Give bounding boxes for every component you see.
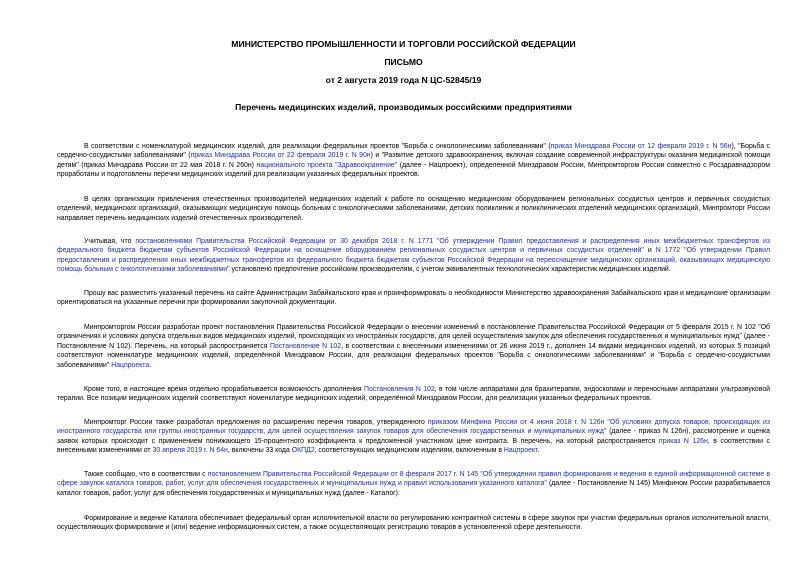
paragraph-text: , в соответствии с внесенными изменениями от	[57, 437, 770, 455]
paragraph-text: .	[537, 447, 540, 455]
paragraph-text: Также сообщаю, что в соответствии с	[84, 471, 208, 478]
paragraph-text: Минпромторгом России разработан проект постановления Правительства Российской Федерации о внесении изменений в постановление Правительства Российской Федерации от 5 февраля 2015 г. N 102 "Об ограничениях и условиях допуска отдельных видов медицинских изделий, происходящих из иностранных государств, для целей осуществления закупок для обеспечения государственных и муниципальных нужд" (далее - Постановление N 102). Перечень, на который распространяется	[57, 324, 770, 350]
document-link[interactable]: ОКПД2	[291, 447, 315, 455]
paragraph-text: Кроме того, в настоящее время отдельно прорабатывается возможность дополнения	[84, 386, 364, 393]
paragraph-text: (далее - приказ N 126н), рассмотрение и оценка заявок которых происходит с применением понижающего 15-процентного коэффициента к предложенной участником цене контракта. В перечень, на который распространяется	[57, 428, 770, 445]
document-link[interactable]: постановлением Правительства Российской Федерации от 8 февраля 2017 г. N 145 "Об утверждении правил формирования и ведения в единой информационной системе в сфере закупок каталога товаров, работ, услуг для обеспечения государственных и муниципальных нужд и правил использования указанного каталога"	[57, 471, 770, 488]
document-link[interactable]: национального проекта "Здравоохранение"	[256, 161, 398, 169]
paragraph-text: Формирование и ведение Каталога обеспечивает федеральный орган исполнительной власти по регулированию контрактной системы в сфере закупок при участии федеральных органов исполнительной власти, осуществляющих формирование и (или) ведение информационных систем, а также осуществляющих регистрацию товаров в установленной сфере деятельности.	[57, 515, 770, 532]
document-link[interactable]: Постановления N 102	[364, 386, 435, 393]
paragraph-7	[57, 418, 770, 456]
paragraph-text: Прошу вас разместить указанный перечень на сайте Администрации Забайкальского края и проинформировать о необходимости Министерство здравоохранения Забайкальского края и медицинские организации ориентироваться на указанные перечни при формировании закупочной документации.	[57, 290, 770, 307]
document-subject: Перечень медицинских изделий, производимых российскими предприятиями	[235, 102, 572, 112]
document-type: ПИСЬМО	[384, 57, 423, 67]
document-link[interactable]: приказ Минздрава России от 22 февраля 2019 г. N 90н	[190, 152, 371, 160]
paragraph-text: Минпромторг России также разработал предложения по расширению перечня товаров, утвержденного	[84, 419, 428, 426]
ministry-title: МИНИСТЕРСТВО ПРОМЫШЛЕННОСТИ И ТОРГОВЛИ РОССИЙСКОЙ ФЕДЕРАЦИИ	[231, 39, 576, 49]
paragraph-text: (далее - Нацпроект), определенной Минздравом России, Минпромторгом России совместно с Росздравнадзором проработаны и подготовлены перечни медицинских изделий для реализации указанных федеральных проектов.	[57, 161, 770, 179]
paragraph-1	[57, 142, 770, 180]
paragraph-text: ), "Борьба с сердечно-сосудистыми заболеваниями" (	[57, 143, 770, 160]
document-link[interactable]: Нацпроект	[503, 447, 538, 455]
document-link[interactable]: приказ Минздрава России от 12 февраля 2019 г. N 56н	[550, 143, 732, 150]
document-link[interactable]: Нацпроекта	[111, 361, 150, 369]
paragraph-4	[57, 289, 770, 308]
paragraph-text: .	[149, 361, 152, 369]
paragraph-text: (далее - Постановление N 145) Минфином России разрабатывается каталог товаров, работ, услуг для обеспечения государственных и муниципальных нужд (далее - Каталог).	[57, 480, 770, 497]
document-date-number: от 2 августа 2019 года N ЦС-52845/19	[325, 75, 482, 85]
paragraph-2	[57, 195, 770, 223]
paragraph-text: , соответствующих медицинским изделиям, включенным в	[314, 447, 504, 455]
document-link[interactable]: постановлениями Правительства Российской Федерации от 30 декабря 2018 г. N 1771 "Об утверждении Правил предоставления и распределения иных межбюджетных трансфертов из федерального бюджета бюджетам субъектов Российской Федерации на оснащение оборудованием региональных сосудистых центров и первичных сосудистых отделений"	[57, 238, 770, 255]
paragraph-text: установлено предпочтение российским производителям, с учетом эквивалентных технологических характеристик медицинских изделий.	[229, 266, 671, 274]
paragraph-text: , включены 33 кода	[227, 447, 292, 455]
paragraph-text: Учитывая, что	[84, 238, 136, 245]
paragraph-text: , в соответствии с внесенными изменениями от 26 июня 2019 г., дополнен 14 видами медицинских изделий, из которых 5 позиций соответствуют номенклатуре медицинских изделий, определённой Минздравом России, для реализации федеральных проектов "Борьба с онкологическими заболеваниями" и "Борьба с сердечно-сосудистыми заболеваниями"	[57, 342, 770, 369]
paragraph-5	[57, 323, 770, 370]
paragraph-text: , в том числе аппаратами для брахитерапии, эндоскопами и переносными аппаратами ультразвуковой терапии. Все позиции медицинских изделий соответствуют номенклатуре медицинских изделий, определённой Минздравом России, для реализации указанных федеральных проектов.	[57, 386, 771, 403]
document-link[interactable]: 30 апреля 2019 г. N 64н	[152, 447, 228, 455]
document-link[interactable]: приказ N 126н	[658, 437, 708, 445]
paragraph-3	[57, 237, 770, 275]
paragraph-9	[57, 514, 770, 533]
paragraph-text: и	[643, 247, 656, 255]
document-link[interactable]: Постановление N 102	[269, 342, 342, 350]
paragraph-text: В соответствии с номенклатурой медицинских изделий, для реализации федеральных проектов "Борьба с онкологическими заболеваниями" (	[84, 143, 551, 150]
document-link[interactable]: N 1772 "Об утверждении Правил предоставления и распределения иных межбюджетных трансфертов из федерального бюджета бюджетам субъектов Российской Федерации на переоснащение медицинских организаций, оказывающих медицинскую помощь больным с онкологическими заболеваниями"	[57, 247, 770, 274]
paragraph-8	[57, 470, 770, 498]
paragraph-text: В целях организации привлечения отечественных производителей медицинских изделий к работе по оснащению медицинским оборудованием региональных сосудистых центров и первичных сосудистых отделений, медицинских организаций, оказывающих медицинскую помощь больным с онкологическими заболеваниями, детских поликлиник и поликлинических отделений медицинских организаций, Минпромторг России направляет перечень медицинских изделий отечественных производителей.	[57, 196, 770, 222]
paragraph-6	[57, 385, 770, 404]
paragraph-text: ) и "Развитие детского здравоохранения, включая создание современной инфраструктуры оказания медицинской помощи детям" (приказ Минздрава России от 22 мая 2018 г. N 260н)	[57, 152, 770, 169]
document-link[interactable]: приказом Минфина России от 4 июня 2018 г. N 126н "Об условиях допуска товаров, происходящих из иностранного государства или группы иностранных государств, для целей осуществления закупок товаров для обеспечения государственных и муниципальных нужд"	[57, 419, 770, 436]
